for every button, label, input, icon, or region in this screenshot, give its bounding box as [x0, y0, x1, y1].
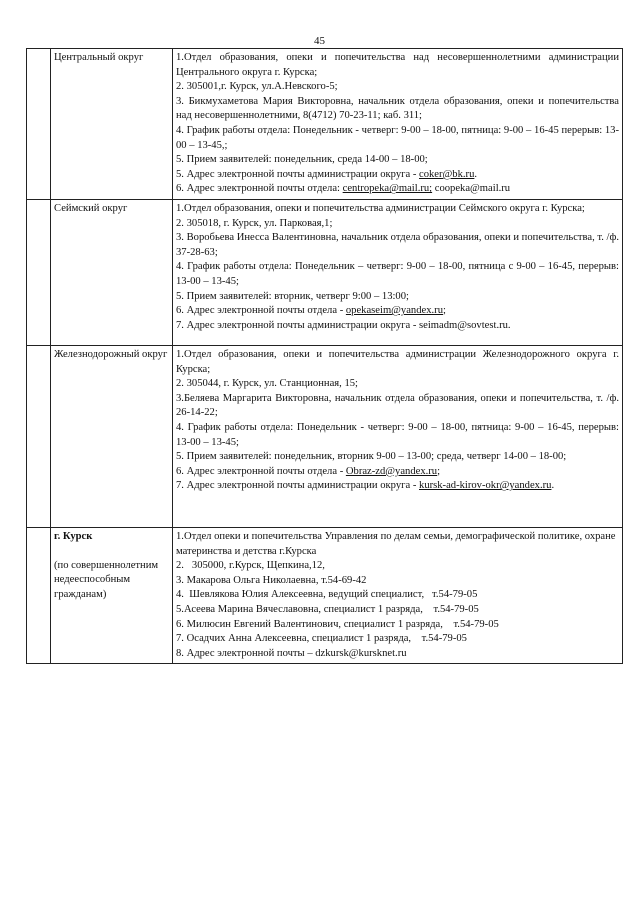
district-name: Сеймский округ — [54, 202, 128, 214]
district-name: г. Курск — [54, 530, 93, 542]
email-suffix: ; — [443, 305, 446, 317]
email-line — [176, 479, 619, 494]
email-prefix: 6. Адрес электронной почты отдела - — [176, 305, 346, 317]
info-line: 2. 305001,г. Курск, ул.А.Невского-5; — [176, 81, 338, 93]
info-line: 2. 305018, г. Курск, ул. Парковая,1; — [176, 217, 333, 229]
info-line: 5. Прием заявителей: понедельник, вторник 9-00 – 13-00; среда, четверг 14-00 – 18-00; — [176, 451, 567, 463]
email-link[interactable]: centropeka@mail.ru; — [342, 183, 433, 195]
email-link[interactable]: opekaseim@yandex.ru — [345, 305, 443, 317]
index-cell — [27, 199, 51, 345]
email-suffix: . — [474, 168, 478, 180]
email-line — [176, 465, 619, 480]
info-line: 8. Адрес электронной почты – dzkursk@kursknet.ru — [176, 647, 407, 659]
page-number: 45 — [314, 35, 325, 47]
info-line: 7. Осадчих Анна Алексеевна, специалист 1 разряда, т.54-79-05 — [176, 633, 467, 645]
district-cell — [51, 527, 173, 663]
info-line: 3.Беляева Маргарита Викторовна, начальник отдела образования, опеки и попечительства, т. /ф. 26-14-22; — [176, 392, 619, 419]
info-line: 5. Прием заявителей: вторник, четверг 9:00 – 13:00; — [176, 290, 409, 302]
table-row — [27, 345, 623, 527]
email-suffix: . — [551, 480, 555, 492]
email-link[interactable]: Obraz-zd@yandex.ru — [345, 465, 438, 477]
email-prefix: 5. Адрес электронной почты администрации округа - — [176, 168, 420, 180]
info-line: 2. 305000, г.Курск, Щепкина,12, — [176, 560, 325, 572]
info-line: 1.Отдел образования, опеки и попечительства над несовершеннолетними администрации Центрального округа г. Курска; — [176, 52, 619, 78]
info-line: 5.Асеева Марина Вячеславовна, специалист 1 разряда, т.54-79-05 — [176, 603, 479, 615]
info-line: 3. Бикмухаметова Мария Викторовна, начальник отдела образования, опеки и попечительства над несовершеннолетними, 8(4712) 70-23-11; каб. 311; — [176, 95, 619, 122]
district-cell — [51, 199, 173, 345]
email-line — [176, 304, 619, 319]
info-line: 4. График работы отдела: Понедельник – четверг: 9-00 – 18-00, пятница с 9-00 – 16-45, перерыв: 13-00 – 13-45; — [176, 261, 619, 287]
email-prefix: 7. Адрес электронной почты администрации округа - seimadm@sovtest.ru. — [176, 319, 511, 331]
email-line — [176, 182, 619, 197]
district-note: (по совершеннолетним недееспособным гражданам) — [54, 559, 159, 600]
info-line: 4. Шевлякова Юлия Алексеевна, ведущий специалист, т.54-79-05 — [176, 589, 478, 601]
info-cell — [173, 527, 623, 663]
district-cell — [51, 49, 173, 200]
district-cell — [51, 345, 173, 527]
index-cell — [27, 49, 51, 200]
email-link[interactable]: kursk-ad-kirov-okr@yandex.ru — [419, 480, 552, 492]
info-line: 5. Прием заявителей: понедельник, среда 14-00 – 18-00; — [176, 154, 428, 166]
email-prefix: 7. Адрес электронной почты администрации округа - — [176, 480, 420, 492]
contacts-table — [26, 48, 623, 664]
table-row — [27, 199, 623, 345]
info-cell — [173, 199, 623, 345]
email-link[interactable]: coker@bk.ru — [419, 168, 475, 180]
email-suffix: coopeka@mail.ru — [432, 183, 511, 195]
info-line: 3. Макарова Ольга Николаевна, т.54-69-42 — [176, 574, 367, 586]
info-line: 1.Отдел образования, опеки и попечительства администрации Железнодорожного округа г. Курска; — [176, 348, 619, 375]
index-cell — [27, 527, 51, 663]
email-line — [176, 168, 619, 183]
table-row — [27, 49, 623, 200]
email-prefix: 6. Адрес электронной почты отдела - — [176, 465, 346, 477]
district-name: Центральный округ — [54, 52, 144, 63]
email-line — [176, 319, 619, 334]
info-cell — [173, 345, 623, 527]
info-line: 4. График работы отдела: Понедельник - четверг: 9-00 – 18-00, пятница: 9-00 – 16-45 перерыв: 13-00 – 13-45,; — [176, 124, 619, 151]
email-suffix: ; — [437, 465, 441, 477]
info-cell — [173, 49, 623, 200]
index-cell — [27, 345, 51, 527]
info-line: 1.Отдел опеки и попечительства Управления по делам семьи, демографической политике, охране материнства и детства г.Курска — [176, 530, 616, 557]
info-line: 3. Воробьева Инесса Валентиновна, начальник отдела образования, опеки и попечительства, т. /ф. 37-28-63; — [176, 232, 619, 258]
info-line: 1.Отдел образования, опеки и попечительства администрации Сеймского округа г. Курска; — [176, 202, 585, 214]
email-prefix: 6. Адрес электронной почты отдела: — [176, 183, 343, 195]
district-name: Железнодорожный округ — [54, 348, 168, 360]
table-row — [27, 527, 623, 663]
info-line: 6. Милюсин Евгений Валентинович, специалист 1 разряда, т.54-79-05 — [176, 618, 499, 630]
info-line: 4. График работы отдела: Понедельник - четверг: 9-00 – 18-00, пятница: 9-00 – 16-45, перерыв: 13-00 – 13-45; — [176, 421, 619, 448]
info-line: 2. 305044, г. Курск, ул. Станционная, 15; — [176, 378, 358, 390]
